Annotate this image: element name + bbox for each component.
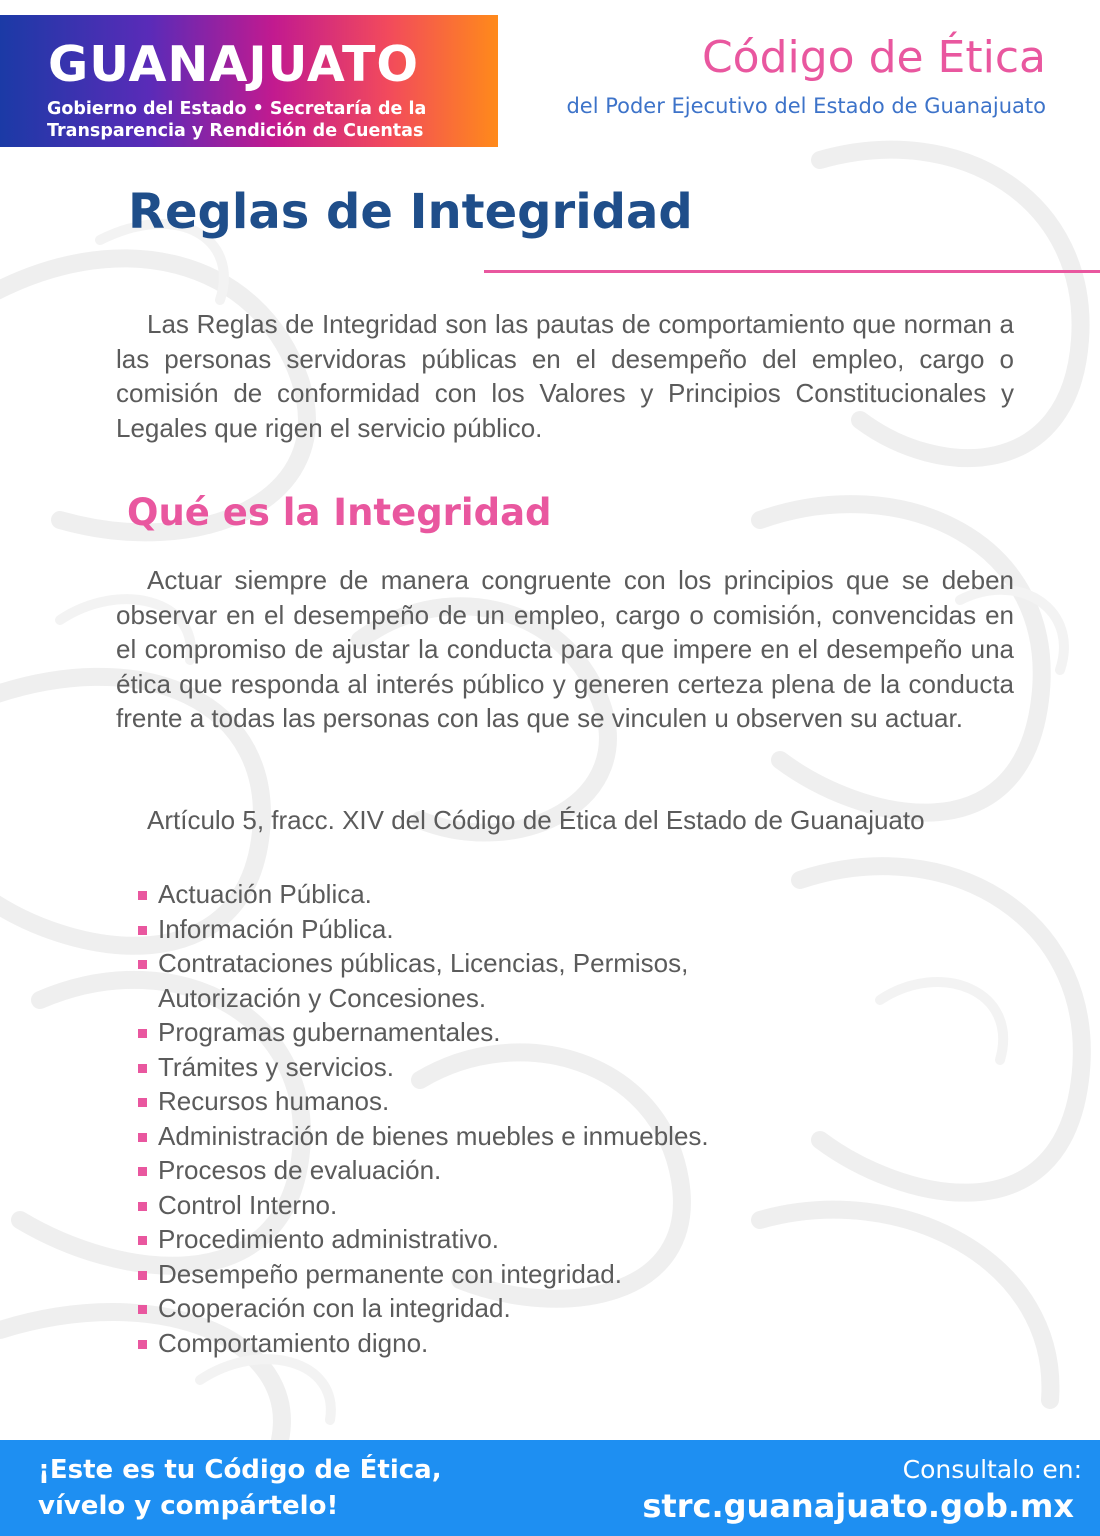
list-item-label: Control Interno. [158, 1189, 338, 1220]
intro-paragraph: Las Reglas de Integridad son las pautas de comportamiento que norman a las personas servidoras públicas en el desempeño del empleo, cargo o comisión de conformidad con los Valores y Principios Constitucionales y Legales que rigen el servicio público. [116, 309, 1014, 443]
definition-paragraph: Actuar siempre de manera congruente con los principios que se deben observar en el desempeño de un empleo, cargo o comisión, convencidas en el compromiso de ajustar la conducta para que impere en el desempeño una ética que responda al interés público y generen certeza plena de la conducta frente a todas las personas con las que se vinculen u observen su actuar. [116, 565, 1014, 733]
list-item-label: Procedimiento administrativo. [158, 1224, 500, 1254]
article-reference: Artículo 5, fracc. XIV del Código de Ética del Estado de Guanajuato [147, 805, 925, 835]
list-item [136, 1153, 836, 1188]
bullet-square-icon [138, 926, 147, 935]
bullet-square-icon [138, 1305, 147, 1314]
bullet-square-icon [138, 1167, 147, 1176]
list-item [136, 946, 778, 1015]
brand-subtitle-line-1: Gobierno del Estado • Secretaría de la [47, 99, 427, 119]
list-item-label: Trámites y servicios. [158, 1051, 394, 1082]
bullet-square-icon [138, 891, 147, 900]
bullet-square-icon [138, 1236, 147, 1245]
bullet-square-icon [138, 1202, 147, 1211]
list-item-label: Información Pública. [158, 913, 394, 944]
list-item [136, 877, 836, 912]
brand-title: GUANAJUATO [48, 36, 420, 93]
list-item [136, 1084, 836, 1119]
list-item-label: Contrataciones públicas, Licencias, Permisos, Autorización y Concesiones. [158, 948, 689, 1013]
list-item-label: Desempeño permanente con integridad. [158, 1258, 622, 1289]
list-item-label: Programas gubernamentales. [158, 1017, 501, 1047]
document-title: Código de Ética [701, 32, 1046, 83]
footer-slogan-line-2: vívelo y compártelo! [38, 1491, 339, 1521]
page-title: Reglas de Integridad [128, 184, 693, 240]
title-divider [484, 270, 1100, 273]
list-item [136, 1119, 836, 1154]
bullet-square-icon [138, 1064, 147, 1073]
bullet-square-icon [138, 1133, 147, 1142]
brand-logo-block [0, 15, 498, 147]
bullet-square-icon [138, 1271, 147, 1280]
list-item [136, 1188, 836, 1223]
section-subtitle: Qué es la Integridad [127, 491, 552, 534]
brand-subtitle-line-2: Transparencia y Rendición de Cuentas [47, 121, 424, 141]
list-item-label: Comportamiento digno. [158, 1327, 429, 1358]
footer-slogan-line-1: ¡Este es tu Código de Ética, [38, 1455, 442, 1485]
list-item [136, 1015, 836, 1050]
list-item-label: Procesos de evaluación. [158, 1155, 442, 1185]
integrity-rules-list [136, 877, 836, 1360]
list-item [136, 1257, 836, 1292]
document-subtitle: del Poder Ejecutivo del Estado de Guanajuato [566, 94, 1046, 118]
list-item [136, 1222, 836, 1257]
bullet-square-icon [138, 1098, 147, 1107]
list-item-label: Cooperación con la integridad. [158, 1293, 511, 1323]
list-item [136, 1050, 836, 1085]
bullet-square-icon [138, 1340, 147, 1349]
bullet-square-icon [138, 960, 147, 969]
footer-banner [0, 1440, 1100, 1536]
list-item-label: Actuación Pública. [158, 879, 372, 909]
list-item [136, 1291, 836, 1326]
footer-consult-label: Consultalo en: [902, 1455, 1082, 1484]
list-item-label: Recursos humanos. [158, 1086, 390, 1116]
list-item [136, 1326, 836, 1361]
list-item-label: Administración de bienes muebles e inmuebles. [158, 1120, 709, 1151]
list-item [136, 912, 836, 947]
bullet-square-icon [138, 1029, 147, 1038]
footer-website-link[interactable]: strc.guanajuato.gob.mx [642, 1487, 1074, 1525]
